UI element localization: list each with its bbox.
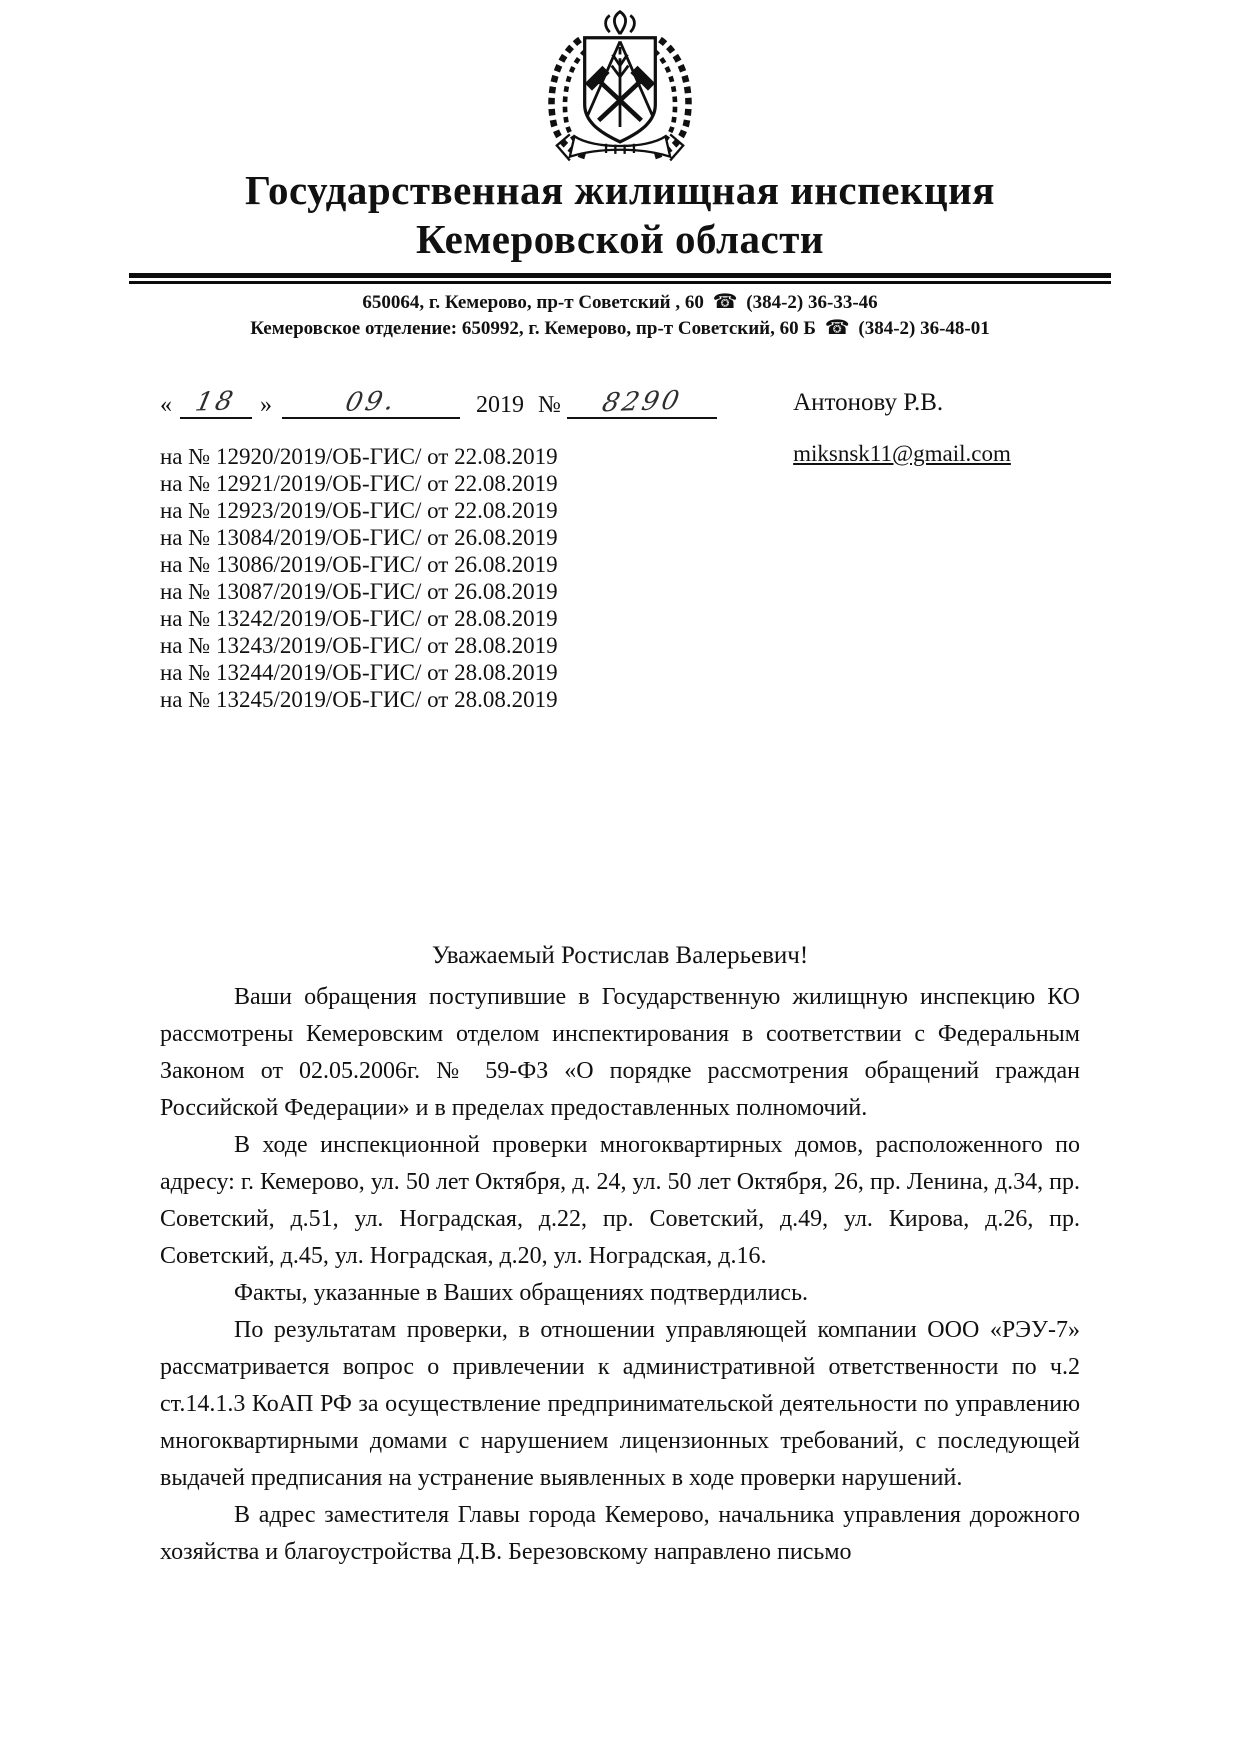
reference-item: на № 13243/2019/ОБ-ГИС/ от 28.08.2019 — [160, 633, 558, 658]
body-paragraph: Факты, указанные в Ваших обращениях подтвердились. — [234, 1280, 809, 1306]
recipient-block — [793, 387, 1080, 713]
number-blank — [567, 387, 717, 419]
letter-body — [160, 939, 1080, 1571]
year: 2019 — [476, 392, 524, 418]
address-line-2 — [0, 315, 1240, 341]
handwritten-day: 18 — [193, 386, 239, 418]
address-text-2: Кемеровское отделение: 650992, г. Кемерово, пр-т Советский, 60 Б — [250, 318, 816, 339]
meta-row — [0, 387, 1240, 713]
org-name-line-2: Кемеровской области — [415, 216, 824, 262]
header-divider — [129, 273, 1111, 284]
address-line-1 — [0, 289, 1240, 315]
kemerovo-coat-of-arms-icon — [0, 8, 1240, 166]
outgoing-meta — [160, 387, 793, 713]
reference-item: на № 12920/2019/ОБ-ГИС/ от 22.08.2019 — [160, 444, 558, 469]
phone-number-1: (384-2) 36-33-46 — [746, 292, 878, 313]
reference-list — [160, 443, 793, 713]
reference-item: на № 13242/2019/ОБ-ГИС/ от 28.08.2019 — [160, 606, 558, 631]
salutation: Уважаемый Ростислав Валерьевич! — [431, 942, 809, 969]
reference-item: на № 13244/2019/ОБ-ГИС/ от 28.08.2019 — [160, 660, 558, 685]
body-paragraph: Ваши обращения поступившие в Государственную жилищную инспекцию КО рассмотрены Кемеровским отделом инспектирования в соответствии с Федеральным Законом от 02.05.2006г. № 59-ФЗ «О порядке рассмотрения обращений граждан Российской Федерации» и в пределах предоставленных полномочий. — [160, 984, 1080, 1121]
reference-item: на № 13086/2019/ОБ-ГИС/ от 26.08.2019 — [160, 552, 558, 577]
address-text-1: 650064, г. Кемерово, пр-т Советский , 60 — [362, 292, 704, 313]
reference-item: на № 12921/2019/ОБ-ГИС/ от 22.08.2019 — [160, 471, 558, 496]
reference-item: на № 13245/2019/ОБ-ГИС/ от 28.08.2019 — [160, 687, 558, 712]
body-paragraph: В ходе инспекционной проверки многоквартирных домов, расположенного по адресу: г. Кемерово, ул. 50 лет Октября, д. 24, ул. 50 лет Октября, 26, пр. Ленина, д.34, пр. Советский, д.51, ул. Ноградская, д.22, пр. Советский, д.49, ул. Кирова, д.26, пр. Советский, д.45, ул. Ноградская, д.20, ул. Ноградская, д.16. — [160, 1132, 1080, 1269]
open-quote: « — [160, 392, 172, 418]
letterhead — [0, 0, 1240, 341]
month-blank — [282, 387, 460, 419]
reference-item: на № 13084/2019/ОБ-ГИС/ от 26.08.2019 — [160, 525, 558, 550]
phone-number-2: (384-2) 36-48-01 — [858, 318, 990, 339]
recipient-name: Антонову Р.В. — [793, 389, 944, 416]
date-number-line — [160, 387, 793, 419]
close-quote: » — [260, 392, 272, 418]
phone-icon: ☎ — [712, 289, 738, 313]
phone-icon: ☎ — [824, 315, 850, 339]
reference-item: на № 13087/2019/ОБ-ГИС/ от 26.08.2019 — [160, 579, 558, 604]
org-name-line-1: Государственная жилищная инспекция — [245, 167, 995, 213]
day-blank — [180, 387, 252, 419]
recipient-email: miksnsk11@gmail.com — [793, 441, 1011, 466]
number-label: № — [538, 392, 561, 418]
reference-item: на № 12923/2019/ОБ-ГИС/ от 22.08.2019 — [160, 498, 558, 523]
handwritten-number: 8290 — [599, 385, 685, 419]
handwritten-month: 09. — [342, 386, 400, 418]
body-paragraph: По результатам проверки, в отношении управляющей компании ООО «РЭУ-7» рассматривается вопрос о привлечении к административной ответственности по ч.2 ст.14.1.3 КоАП РФ за осуществление предпринимательской деятельности по управлению многоквартирными домами с нарушением лицензионных требований, с последующей выдачей предписания на устранение выявленных в ходе проверки нарушений. — [160, 1317, 1080, 1491]
body-paragraph: В адрес заместителя Главы города Кемерово, начальника управления дорожного хозяйства и благоустройства Д.В. Березовскому направлено письмо — [160, 1502, 1080, 1565]
